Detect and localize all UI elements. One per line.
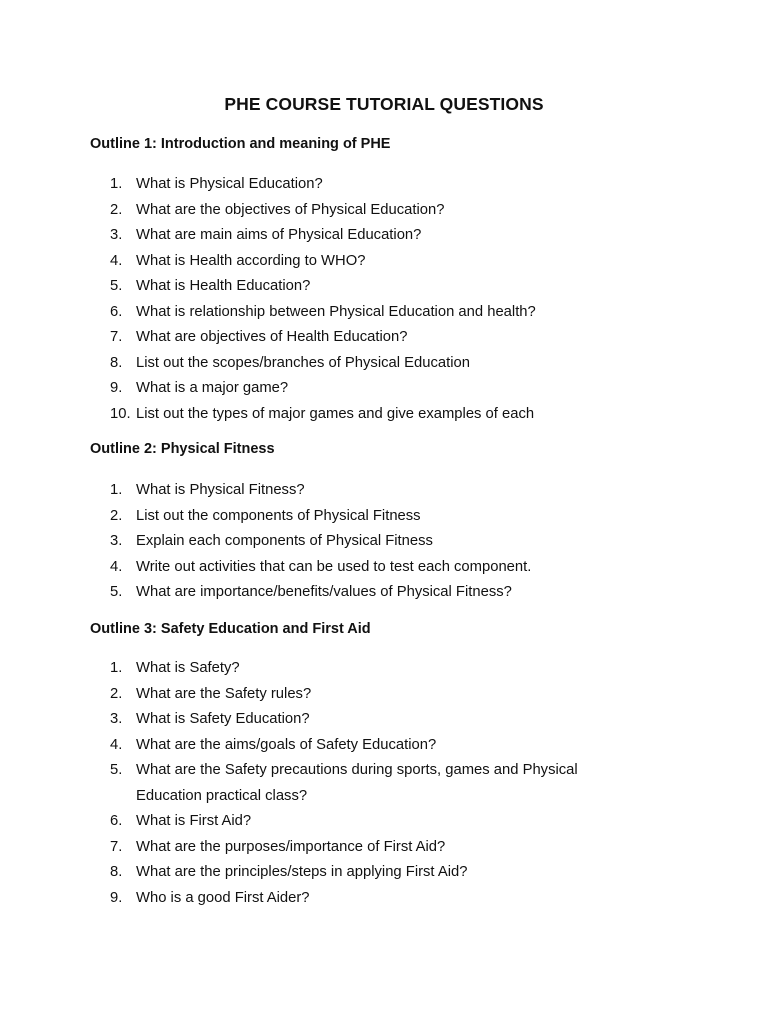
question-number: 7. xyxy=(110,329,123,345)
question-number: 6. xyxy=(110,303,123,320)
question-number: 4. xyxy=(110,252,123,269)
question-number: 3. xyxy=(110,533,123,549)
question-text: List out the scopes/branches of Physical Education xyxy=(136,354,470,371)
question-text: What is First Aid? xyxy=(136,813,252,829)
question-number: 6. xyxy=(110,813,123,829)
question-text: What is Health according to WHO? xyxy=(136,252,366,269)
question-number: 4. xyxy=(110,558,123,575)
question-text: What are importance/benefits/values of Physical Fitness? xyxy=(136,584,512,600)
question-number: 1. xyxy=(110,176,123,192)
question-number: 8. xyxy=(110,864,123,880)
question-text: What are the purposes/importance of First Aid? xyxy=(136,838,446,855)
question-text: What are the Safety rules? xyxy=(136,685,312,702)
question-number: 2. xyxy=(110,507,123,524)
question-text: What are main aims of Physical Education? xyxy=(136,227,422,243)
question-number: 8. xyxy=(110,354,123,371)
question-text: Who is a good First Aider? xyxy=(136,889,310,906)
question-number: 10. xyxy=(110,405,131,422)
question-text: What is Health Education? xyxy=(136,278,311,294)
question-number: 9. xyxy=(110,380,123,396)
question-text: List out the components of Physical Fitness xyxy=(136,507,421,524)
question-text: What is a major game? xyxy=(136,380,289,396)
question-number: 1. xyxy=(110,660,123,676)
question-number: 9. xyxy=(110,889,123,906)
question-number: 5. xyxy=(110,584,123,600)
question-number: 2. xyxy=(110,201,123,218)
question-number: 3. xyxy=(110,711,123,727)
question-text: Explain each components of Physical Fitness xyxy=(136,533,433,549)
question-text: What are the objectives of Physical Education? xyxy=(136,201,445,218)
outline-1-heading: Outline 1: Introduction and meaning of PHE xyxy=(90,136,391,152)
question-text: What are the Safety precautions during sports, games and Physical Education practical class? xyxy=(136,762,578,804)
question-number: 4. xyxy=(110,736,123,753)
question-text: What is Safety Education? xyxy=(136,711,310,727)
question-number: 5. xyxy=(110,762,123,778)
question-text: What is Safety? xyxy=(136,660,240,676)
question-number: 3. xyxy=(110,227,123,243)
outline-2-heading: Outline 2: Physical Fitness xyxy=(90,441,275,457)
question-number: 2. xyxy=(110,685,123,702)
question-text: Write out activities that can be used to test each component. xyxy=(136,558,532,575)
question-text: What is Physical Education? xyxy=(136,176,323,192)
question-text: What are objectives of Health Education? xyxy=(136,329,408,345)
question-text: List out the types of major games and give examples of each xyxy=(136,405,535,422)
question-text: What is Physical Fitness? xyxy=(136,482,305,498)
question-number: 7. xyxy=(110,838,123,855)
question-number: 5. xyxy=(110,278,123,294)
question-number: 1. xyxy=(110,482,123,498)
outline-3-heading: Outline 3: Safety Education and First Aid xyxy=(90,621,371,637)
page-title: PHE COURSE TUTORIAL QUESTIONS xyxy=(224,94,544,114)
question-text: What are the principles/steps in applying First Aid? xyxy=(136,864,468,880)
question-text: What is relationship between Physical Education and health? xyxy=(136,303,536,320)
question-text: What are the aims/goals of Safety Education? xyxy=(136,736,437,753)
